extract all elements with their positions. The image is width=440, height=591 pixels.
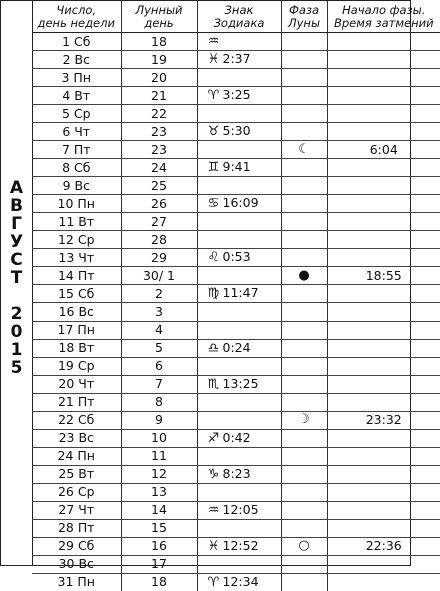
moon-phase-cell	[281, 483, 327, 501]
pisces-sign-icon: ♓	[207, 538, 220, 554]
lunar-day-cell: 24	[121, 159, 197, 177]
moon-phase-cell	[281, 51, 327, 69]
lunar-day-cell: 28	[121, 231, 197, 249]
header-zodiac	[197, 1, 281, 33]
header-phase-line1: Фаза	[288, 2, 320, 17]
date-cell: 19 Ср	[32, 357, 121, 375]
moon-phase-cell	[281, 87, 327, 105]
phase-time-cell	[327, 447, 440, 465]
header-moon-phase	[281, 1, 327, 33]
moon-phase-cell	[281, 447, 327, 465]
date-cell: 13 Чт	[32, 249, 121, 267]
lunar-day-cell: 9	[121, 411, 197, 429]
zodiac-cell	[197, 267, 281, 285]
header-date-line1: Число,	[56, 2, 97, 17]
zodiac-time: 3:25	[222, 87, 251, 103]
phase-time-cell	[327, 555, 440, 573]
zodiac-cell	[197, 519, 281, 537]
header-eclipse-time	[327, 1, 440, 33]
zodiac-cell	[197, 429, 281, 447]
letter-gap	[1, 287, 32, 305]
date-cell: 31 Пн	[32, 573, 121, 591]
moon-phase-cell	[281, 465, 327, 483]
table-row	[32, 573, 440, 591]
header-lunar-line2: день	[144, 15, 174, 30]
header-zodiac-line1: Знак	[224, 2, 254, 17]
phase-time-cell	[327, 303, 440, 321]
phase-time-cell	[327, 213, 440, 231]
zodiac-cell	[197, 195, 281, 213]
year-digit: 0	[10, 322, 23, 342]
month-year-sidebar	[1, 1, 33, 565]
table-row	[32, 429, 440, 447]
date-cell: 27 Чт	[32, 501, 121, 519]
header-lunar-line1: Лунный	[135, 2, 183, 17]
date-cell: 24 Пн	[32, 447, 121, 465]
moon-phase-cell	[281, 303, 327, 321]
full-moon-icon: ○	[281, 537, 327, 555]
phase-time-cell	[327, 231, 440, 249]
zodiac-time: 0:42	[222, 429, 251, 445]
table-row	[32, 501, 440, 519]
date-cell: 20 Чт	[32, 375, 121, 393]
date-cell: 17 Пн	[32, 321, 121, 339]
moon-phase-cell	[281, 393, 327, 411]
zodiac-cell	[197, 375, 281, 393]
pisces-sign-icon: ♓	[207, 52, 220, 68]
moon-phase-cell	[281, 69, 327, 87]
table-row	[32, 537, 440, 555]
date-cell: 14 Пт	[32, 267, 121, 285]
phase-time-cell	[327, 249, 440, 267]
lunar-day-cell: 10	[121, 429, 197, 447]
table-row	[32, 375, 440, 393]
capricorn-sign-icon: ♑	[207, 466, 220, 482]
phase-time-cell: 23:32	[327, 411, 440, 429]
libra-sign-icon: ♎	[207, 340, 220, 356]
zodiac-cell	[197, 339, 281, 357]
moon-phase-cell	[281, 339, 327, 357]
zodiac-time: 2:37	[222, 51, 251, 67]
phase-time-cell	[327, 51, 440, 69]
zodiac-cell	[197, 357, 281, 375]
lunar-day-cell: 30/ 1	[121, 267, 197, 285]
moon-phase-cell	[281, 231, 327, 249]
zodiac-cell	[197, 123, 281, 141]
zodiac-time: 12:34	[222, 573, 259, 589]
date-cell: 12 Ср	[32, 231, 121, 249]
last-quarter-moon-icon: ☾	[281, 141, 327, 159]
phase-time-cell	[327, 33, 440, 51]
table-row	[32, 357, 440, 375]
lunar-day-cell: 7	[121, 375, 197, 393]
cancer-sign-icon: ♋	[207, 196, 220, 212]
phase-time-cell	[327, 87, 440, 105]
date-cell: 18 Вт	[32, 339, 121, 357]
table-row	[32, 303, 440, 321]
moon-phase-cell	[281, 429, 327, 447]
phase-time-cell	[327, 69, 440, 87]
zodiac-cell	[197, 177, 281, 195]
table-row	[32, 105, 440, 123]
zodiac-cell	[197, 447, 281, 465]
date-cell: 21 Пт	[32, 393, 121, 411]
zodiac-time: 12:05	[222, 501, 259, 517]
lunar-day-cell: 6	[121, 357, 197, 375]
month-letter: А	[9, 178, 24, 198]
lunar-day-cell: 13	[121, 483, 197, 501]
zodiac-cell	[197, 51, 281, 69]
moon-phase-cell	[281, 501, 327, 519]
month-letter: В	[10, 196, 23, 216]
zodiac-cell	[197, 573, 281, 591]
phase-time-cell	[327, 123, 440, 141]
lunar-day-cell: 21	[121, 87, 197, 105]
phase-time-cell	[327, 483, 440, 501]
phase-time-cell	[327, 357, 440, 375]
phase-time-cell	[327, 285, 440, 303]
phase-time-cell: 22:36	[327, 537, 440, 555]
gemini-sign-icon: ♊	[207, 160, 220, 176]
taurus-sign-icon: ♉	[207, 124, 220, 140]
table-row	[32, 447, 440, 465]
leo-sign-icon: ♌	[207, 250, 220, 266]
lunar-day-cell: 11	[121, 447, 197, 465]
date-cell: 28 Пт	[32, 519, 121, 537]
date-cell: 26 Ср	[32, 483, 121, 501]
moon-phase-cell	[281, 177, 327, 195]
moon-phase-cell	[281, 213, 327, 231]
date-cell: 8 Сб	[32, 159, 121, 177]
month-letter: Т	[10, 268, 23, 288]
table-row	[32, 249, 440, 267]
zodiac-cell	[197, 465, 281, 483]
zodiac-cell	[197, 285, 281, 303]
table-row	[32, 339, 440, 357]
lunar-day-cell: 14	[121, 501, 197, 519]
date-cell: 2 Вс	[32, 51, 121, 69]
lunar-day-cell: 8	[121, 393, 197, 411]
zodiac-cell	[197, 555, 281, 573]
date-cell: 5 Ср	[32, 105, 121, 123]
zodiac-cell	[197, 33, 281, 51]
table-row	[32, 69, 440, 87]
virgo-sign-icon: ♍	[207, 286, 220, 302]
phase-time-cell	[327, 339, 440, 357]
lunar-day-cell: 26	[121, 195, 197, 213]
moon-phase-cell	[281, 159, 327, 177]
table-row	[32, 51, 440, 69]
moon-phase-cell	[281, 123, 327, 141]
aries-sign-icon: ♈	[207, 574, 220, 590]
zodiac-cell	[197, 87, 281, 105]
month-letter: С	[10, 250, 23, 270]
phase-time-cell	[327, 321, 440, 339]
zodiac-cell	[197, 231, 281, 249]
zodiac-time: 0:24	[222, 339, 251, 355]
date-cell: 10 Пн	[32, 195, 121, 213]
zodiac-cell	[197, 483, 281, 501]
zodiac-time: 8:23	[222, 465, 251, 481]
zodiac-time: 9:41	[222, 159, 251, 175]
lunar-day-cell: 23	[121, 141, 197, 159]
year-digit: 5	[10, 358, 23, 378]
month-letter: Г	[11, 214, 22, 234]
table-row	[32, 177, 440, 195]
date-cell: 25 Вт	[32, 465, 121, 483]
aries-sign-icon: ♈	[207, 88, 220, 104]
header-eclipse-line1: Начало фазы.	[342, 2, 426, 17]
table-row	[32, 393, 440, 411]
lunar-day-cell: 18	[121, 33, 197, 51]
zodiac-cell	[197, 537, 281, 555]
lunar-day-cell: 15	[121, 519, 197, 537]
moon-phase-cell	[281, 321, 327, 339]
month-letter: У	[9, 232, 24, 252]
zodiac-cell	[197, 69, 281, 87]
phase-time-cell	[327, 375, 440, 393]
moon-phase-cell	[281, 519, 327, 537]
lunar-day-cell: 3	[121, 303, 197, 321]
lunar-day-cell: 23	[121, 123, 197, 141]
lunar-day-cell: 16	[121, 537, 197, 555]
header-date-line2: день недели	[37, 15, 115, 30]
table-row	[32, 159, 440, 177]
phase-time-cell: 18:55	[327, 267, 440, 285]
zodiac-cell	[197, 249, 281, 267]
phase-time-cell	[327, 105, 440, 123]
header-date	[32, 1, 121, 33]
date-cell: 3 Пн	[32, 69, 121, 87]
phase-time-cell	[327, 429, 440, 447]
zodiac-cell	[197, 321, 281, 339]
first-quarter-moon-icon: ☽	[281, 411, 327, 429]
lunar-day-cell: 17	[121, 555, 197, 573]
table-row	[32, 555, 440, 573]
moon-phase-cell	[281, 573, 327, 591]
table-row	[32, 267, 440, 285]
zodiac-cell	[197, 303, 281, 321]
table-row	[32, 87, 440, 105]
lunar-day-cell: 20	[121, 69, 197, 87]
phase-time-cell	[327, 195, 440, 213]
phase-time-cell	[327, 501, 440, 519]
zodiac-time: 16:09	[222, 195, 259, 211]
header-eclipse-line2: Время затмений	[333, 15, 434, 30]
date-cell: 9 Вс	[32, 177, 121, 195]
year-digit: 2	[10, 304, 23, 324]
lunar-day-cell: 27	[121, 213, 197, 231]
header-phase-line2: Луны	[287, 15, 321, 30]
phase-time-cell	[327, 519, 440, 537]
date-cell: 4 Вт	[32, 87, 121, 105]
zodiac-time: 5:30	[222, 123, 251, 139]
zodiac-time: 0:53	[222, 249, 251, 265]
zodiac-cell	[197, 393, 281, 411]
table-row	[32, 231, 440, 249]
table-row	[32, 321, 440, 339]
moon-phase-cell	[281, 195, 327, 213]
aquarius-sign-icon: ♒	[207, 502, 220, 518]
table-row	[32, 483, 440, 501]
date-cell: 30 Вс	[32, 555, 121, 573]
phase-time-cell	[327, 393, 440, 411]
lunar-day-cell: 5	[121, 339, 197, 357]
moon-phase-cell	[281, 249, 327, 267]
zodiac-cell	[197, 159, 281, 177]
date-cell: 1 Сб	[32, 33, 121, 51]
moon-phase-cell	[281, 285, 327, 303]
header-lunar-day	[121, 1, 197, 33]
zodiac-cell	[197, 105, 281, 123]
lunar-day-cell: 18	[121, 573, 197, 591]
date-cell: 29 Сб	[32, 537, 121, 555]
moon-phase-cell	[281, 105, 327, 123]
table-row	[32, 411, 440, 429]
date-cell: 11 Вт	[32, 213, 121, 231]
month-year-label	[1, 179, 32, 377]
zodiac-time: 12:52	[222, 537, 259, 553]
moon-phase-cell	[281, 357, 327, 375]
aquarius-sign-icon: ♒	[207, 34, 220, 50]
zodiac-cell	[197, 213, 281, 231]
zodiac-time: 11:47	[222, 285, 259, 301]
lunar-day-cell: 22	[121, 105, 197, 123]
lunar-day-cell: 2	[121, 285, 197, 303]
moon-phase-cell	[281, 375, 327, 393]
table-row	[32, 519, 440, 537]
header-zodiac-line2: Зодиака	[213, 15, 265, 30]
phase-time-cell	[327, 465, 440, 483]
date-cell: 23 Вс	[32, 429, 121, 447]
moon-phase-cell	[281, 33, 327, 51]
phase-time-cell	[327, 177, 440, 195]
table-row	[32, 141, 440, 159]
table-row	[32, 33, 440, 51]
zodiac-time: 13:25	[222, 375, 259, 391]
sagittarius-sign-icon: ♐	[207, 430, 220, 446]
scorpio-sign-icon: ♏	[207, 376, 220, 392]
date-cell: 6 Чт	[32, 123, 121, 141]
table-header-row	[32, 1, 440, 33]
phase-time-cell: 6:04	[327, 141, 440, 159]
date-cell: 7 Пт	[32, 141, 121, 159]
date-cell: 15 Сб	[32, 285, 121, 303]
phase-time-cell	[327, 159, 440, 177]
date-cell: 22 Сб	[32, 411, 121, 429]
moon-phase-cell	[281, 555, 327, 573]
year-digit: 1	[10, 340, 23, 360]
zodiac-cell	[197, 501, 281, 519]
lunar-day-cell: 25	[121, 177, 197, 195]
table-row	[32, 123, 440, 141]
table-row	[32, 195, 440, 213]
phase-time-cell	[327, 573, 440, 591]
zodiac-cell	[197, 411, 281, 429]
zodiac-cell	[197, 141, 281, 159]
new-moon-icon: ●	[281, 267, 327, 285]
date-cell: 16 Вс	[32, 303, 121, 321]
lunar-calendar-table	[32, 1, 440, 591]
lunar-day-cell: 12	[121, 465, 197, 483]
table-row	[32, 213, 440, 231]
lunar-day-cell: 4	[121, 321, 197, 339]
lunar-day-cell: 29	[121, 249, 197, 267]
table-row	[32, 285, 440, 303]
lunar-day-cell: 19	[121, 51, 197, 69]
table-row	[32, 465, 440, 483]
